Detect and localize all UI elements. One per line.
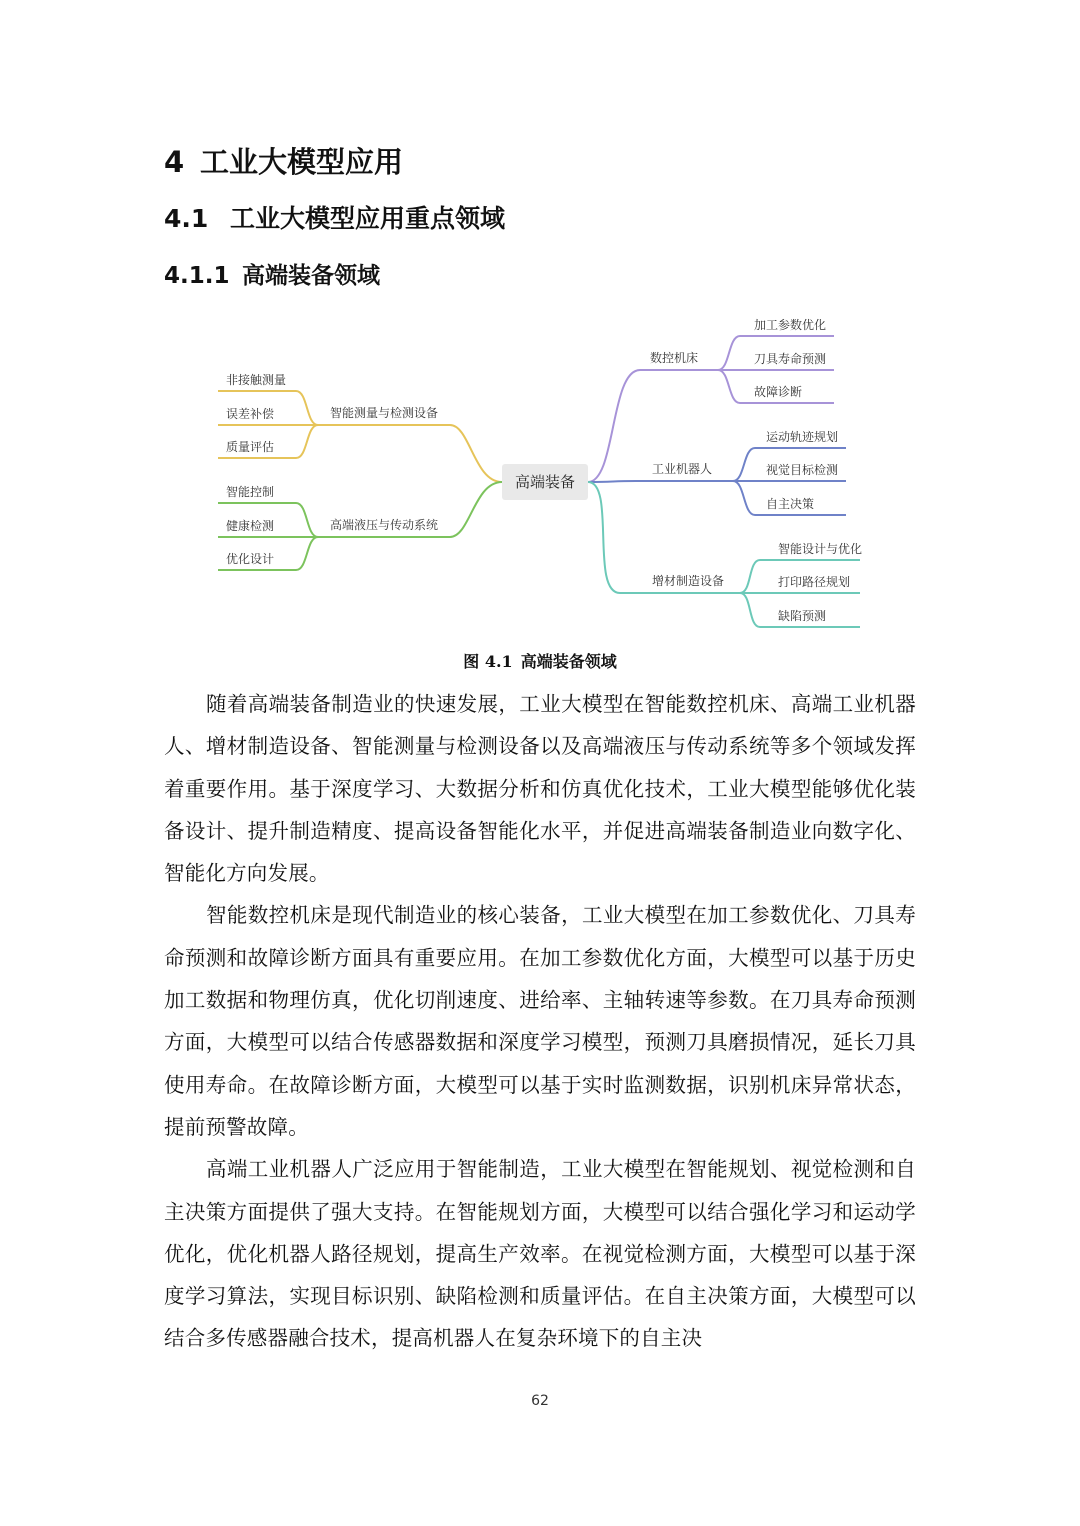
section-number: 4.1 <box>164 204 209 233</box>
root-node-label: 高端装备 <box>514 473 576 491</box>
branch-connector <box>318 425 502 482</box>
subsection-title: 高端装备领域 <box>242 263 380 289</box>
section-title: 工业大模型应用重点领域 <box>230 204 506 233</box>
branch-label: 数控机床 <box>650 351 699 365</box>
leaf-label: 智能控制 <box>226 485 275 499</box>
leaf-label: 刀具寿命预测 <box>754 352 827 366</box>
leaf-label: 优化设计 <box>226 552 275 566</box>
subsection-number: 4.1.1 <box>164 263 230 289</box>
mindmap-figure <box>0 0 1080 660</box>
branch-label: 工业机器人 <box>652 462 713 476</box>
leaf-label: 智能设计与优化 <box>778 542 863 556</box>
branch-connector <box>588 481 733 482</box>
leaf-label: 打印路径规划 <box>778 575 851 589</box>
leaf-label: 自主决策 <box>766 497 815 511</box>
leaf-label: 故障诊断 <box>754 385 803 399</box>
branch-label: 增材制造设备 <box>652 574 725 588</box>
paragraph: 高端工业机器人广泛应用于智能制造，工业大模型在智能规划、视觉检测和自主决策方面提供了强大支持。在智能规划方面，大模型可以结合强化学习和运动学优化，优化机器人路径规划，提高生产效率。在视觉检测方面，大模型可以基于深度学习算法，实现目标识别、缺陷检测和质量评估。在自主决策方面，大模型可以结合多传感器融合技术，提高机器人在复杂环境下的自主决 <box>164 1157 916 1351</box>
figure-caption <box>0 649 1080 672</box>
branch-label: 高端液压与传动系统 <box>330 518 439 532</box>
leaf-label: 视觉目标检测 <box>766 463 839 477</box>
figure-caption-text: 高端装备领域 <box>520 652 617 671</box>
leaf-label: 加工参数优化 <box>754 318 827 332</box>
leaf-label: 质量评估 <box>226 440 275 454</box>
chapter-number: 4 <box>164 145 185 179</box>
body-text <box>164 683 916 1360</box>
leaf-label: 健康检测 <box>226 519 275 533</box>
leaf-label: 缺陷预测 <box>778 609 827 623</box>
branch-label: 智能测量与检测设备 <box>330 406 439 420</box>
paragraph: 智能数控机床是现代制造业的核心装备，工业大模型在加工参数优化、刀具寿命预测和故障诊断方面具有重要应用。在加工参数优化方面，大模型可以基于历史加工数据和物理仿真，优化切削速度、进给率、主轴转速等参数。在刀具寿命预测方面，大模型可以结合传感器数据和深度学习模型，预测刀具磨损情况，延长刀具使用寿命。在故障诊断方面，大模型可以基于实时监测数据，识别机床异常状态，提前预警故障。 <box>164 903 916 1139</box>
leaf-label: 非接触测量 <box>226 373 287 387</box>
paragraph: 随着高端装备制造业的快速发展，工业大模型在智能数控机床、高端工业机器人、增材制造设备、智能测量与检测设备以及高端液压与传动系统等多个领域发挥着重要作用。基于深度学习、大数据分析和仿真优化技术，工业大模型能够优化装备设计、提升制造精度、提高设备智能化水平，并促进高端装备制造业向数字化、智能化方向发展。 <box>164 692 916 886</box>
chapter-title: 工业大模型应用 <box>200 145 404 179</box>
page-number: 62 <box>531 1393 549 1409</box>
figure-number: 图 4.1 <box>463 652 513 671</box>
leaf-label: 误差补偿 <box>226 407 275 421</box>
leaf-label: 运动轨迹规划 <box>766 430 839 444</box>
